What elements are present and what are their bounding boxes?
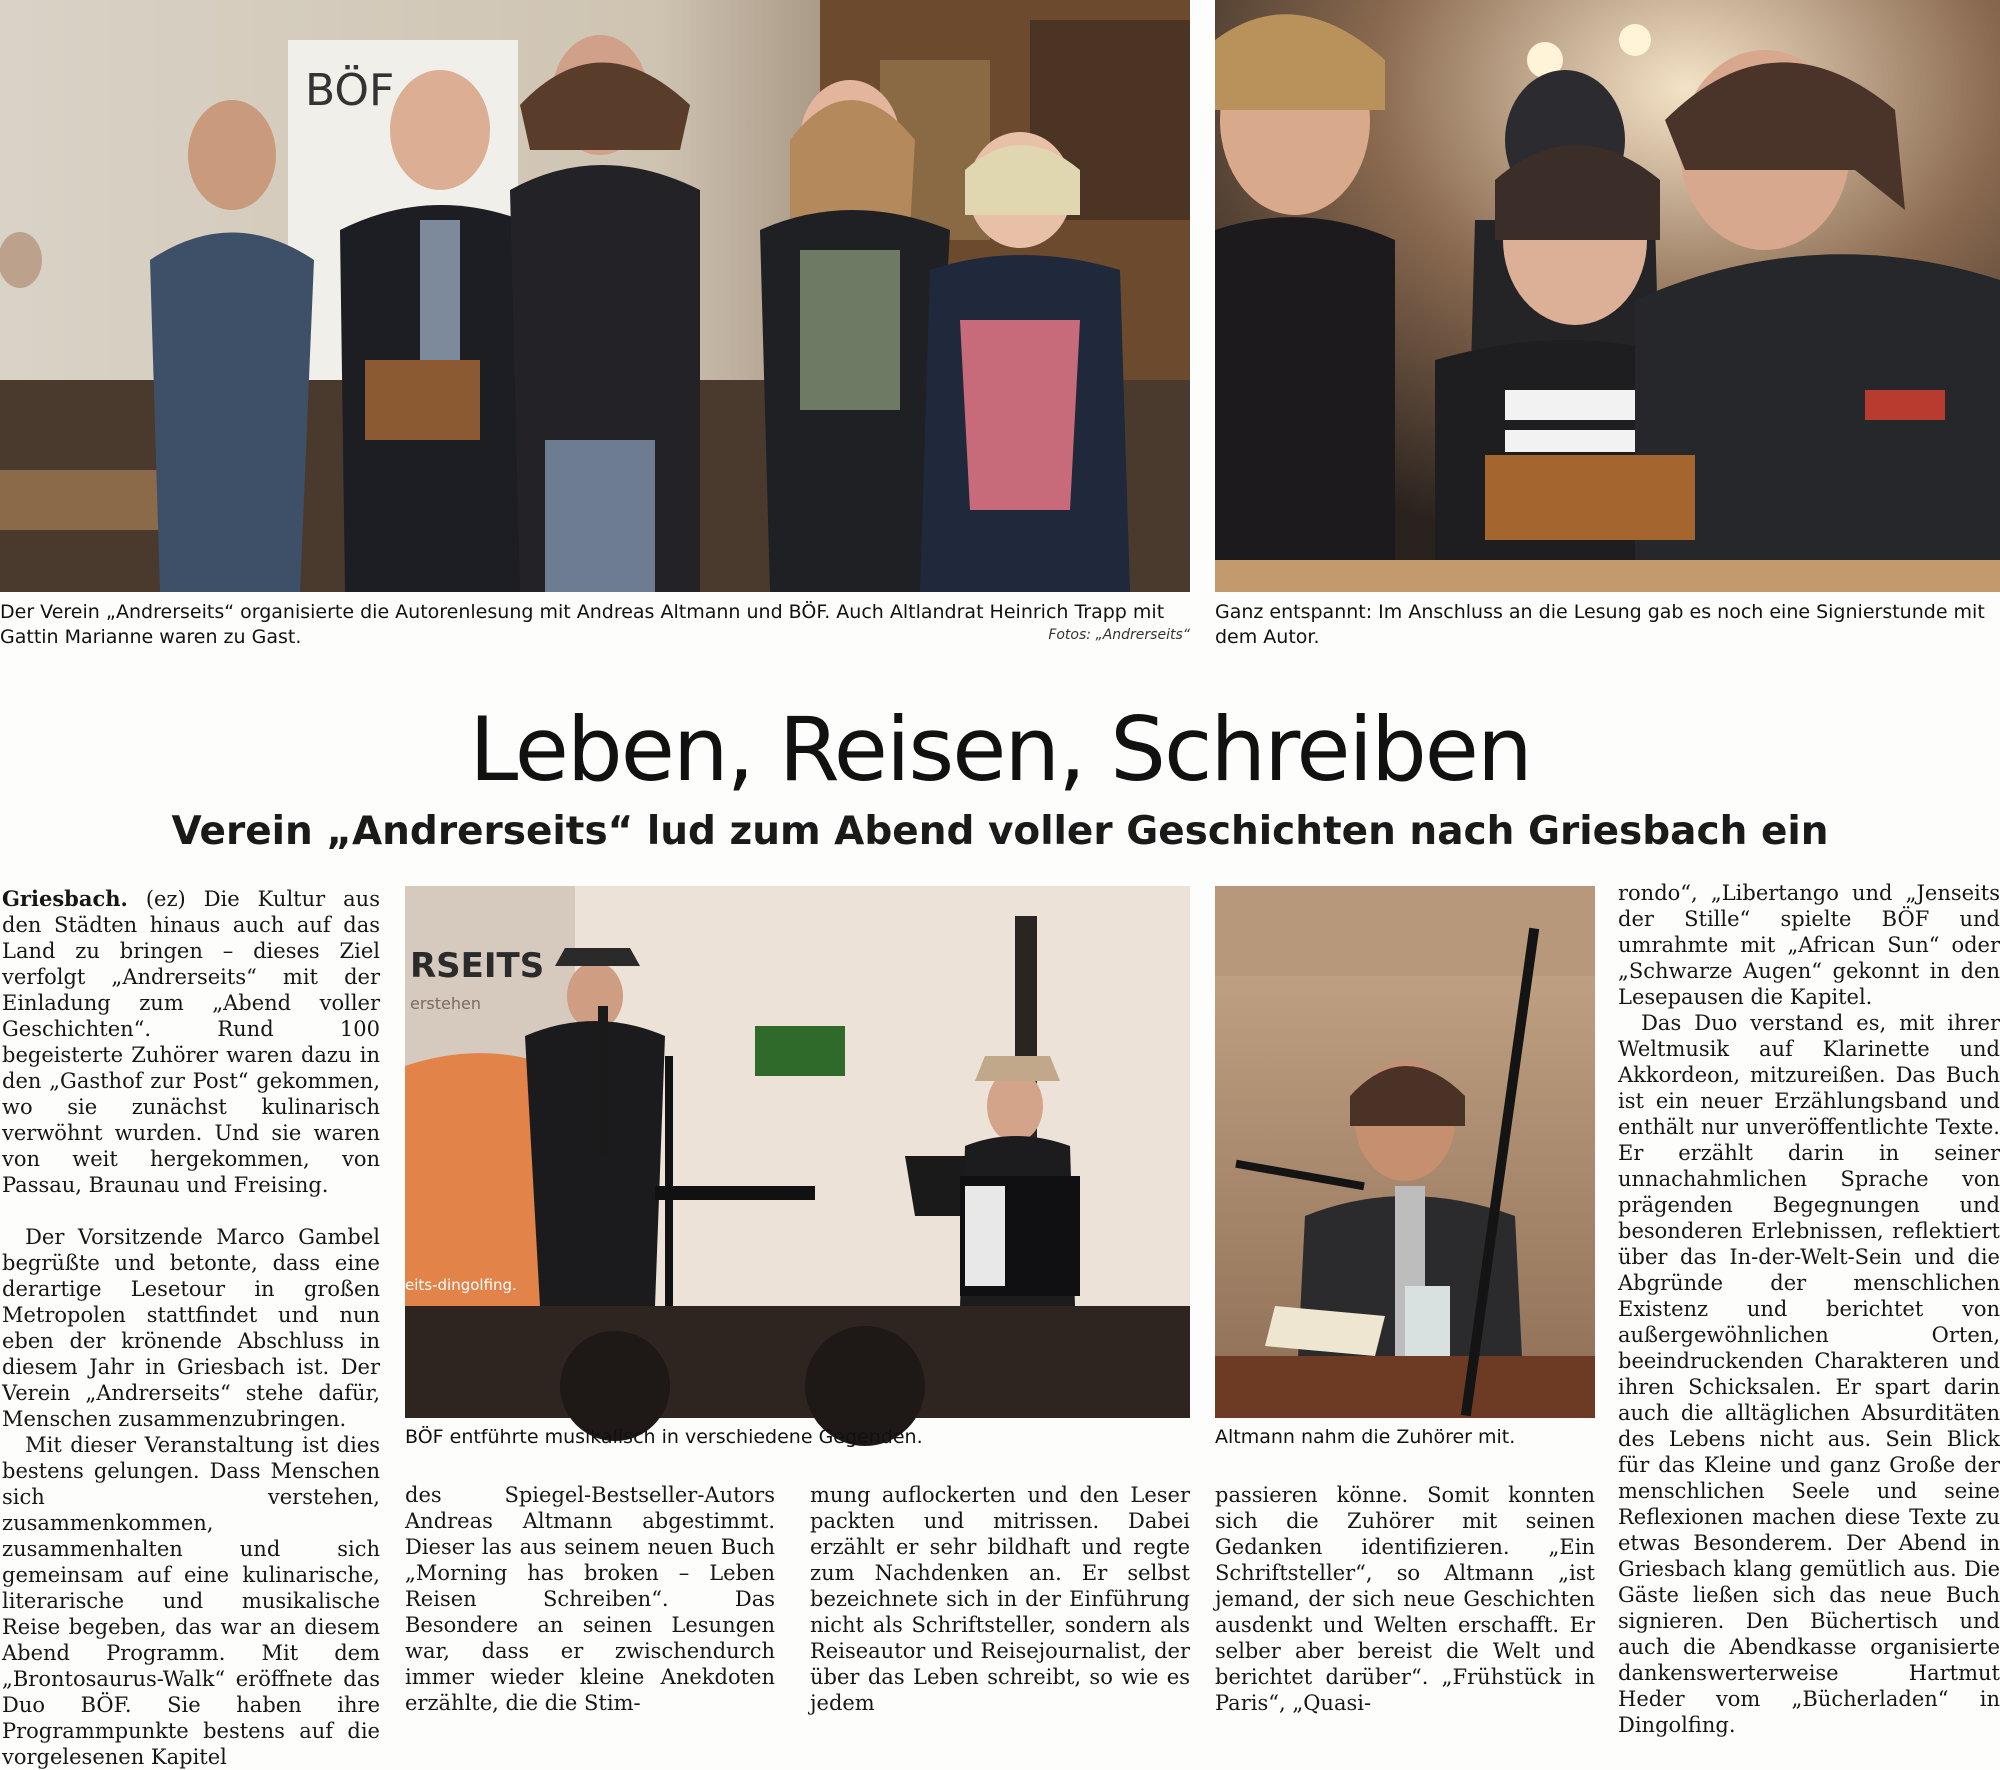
dateline: Griesbach. xyxy=(2,886,128,911)
subheadline: Verein „Andrerseits“ lud zum Abend voller Geschichten nach Griesbach ein xyxy=(171,809,1829,854)
photo-group xyxy=(0,0,1190,592)
article-column-5 xyxy=(1618,880,2000,1737)
photo-author-reading xyxy=(1215,886,1595,1418)
photo-signing xyxy=(1215,0,2000,592)
banner-url: eits-dingolfing. xyxy=(405,1276,517,1294)
banner-text: RSEITS xyxy=(410,946,545,986)
paragraph-3: Mit dieser Veranstaltung ist dies bestens gelungen. Dass Menschen sich verstehen, zusammenkommen, zusammenhalten und sich gemeinsam auf eine kulinarische, literarische und musikalische Reise begeben, das war an diesem Abend Programm. Mit dem „Brontosaurus-Walk“ eröffnete das Duo BÖF. Sie haben ihre Programmpunkte bestens auf die vorgelesenen Kapitel xyxy=(2,1433,380,1769)
photo-musicians xyxy=(405,886,1190,1418)
photo-author-caption: Altmann nahm die Zuhörer mit. xyxy=(1215,1426,1516,1448)
paragraph-col5-1: rondo“, „Libertango und „Jenseits der Stille“ spielte BÖF und umrahmte mit „African Sun“ oder „Schwarze Augen“ gekonnt in den Lesepausen die Kapitel. xyxy=(1618,881,2000,1009)
paragraph-2: Der Vorsitzende Marco Gambel begrüßte und betonte, dass eine derartige Lesetour in großen Metropolen stattfindet und nun eben der krönende Abschluss in diesem Jahr in Griesbach ist. Der Verein „Andrerseits“ stehe dafür, Menschen zusammenzubringen. xyxy=(2,1225,380,1431)
headline: Leben, Reisen, Schreiben xyxy=(469,698,1531,801)
paragraph-col4: passieren könne. Somit konnten sich die Zuhörer mit seinen Gedanken identifizieren. „Ein Schriftsteller“, so Altmann „ist jemand, der sich neue Geschichten ausdenkt und Welten erschafft. Er selber aber bereist die Welt und berichtet darüber“. „Frühstück in Paris“, „Quasi- xyxy=(1215,1483,1595,1715)
article-column-4 xyxy=(1215,1482,1595,1715)
paragraph-col3: mung auflockerten und den Leser packten und mitrissen. Dabei erzählt er sehr bildhaft und regte zum Nachdenken an. Er selbst bezeichnete sich in der Einführung nicht als Schriftsteller, sondern als Reiseautor und Reisejournalist, der über das Leben schreibt, so wie es jedem xyxy=(810,1483,1190,1715)
photo-credit: Fotos: „Andrerseits“ xyxy=(1048,627,1190,643)
photo-musicians-caption: BÖF entführte musikalisch in verschiedene Gegenden. xyxy=(405,1426,923,1448)
banner-subtext: erstehen xyxy=(410,994,481,1013)
banner-logo: BÖF xyxy=(305,65,395,116)
photo-signing-caption: Ganz entspannt: Im Anschluss an die Lesung gab es noch eine Signierstunde mit dem Autor. xyxy=(1215,601,1985,648)
paragraph-col2: des Spiegel-Bestseller-Autors Andreas Altmann abgestimmt. Dieser las aus seinem neuen Buch „Morning has broken – Leben Reisen Schreiben“. Das Besondere an seinen Lesungen war, dass er zwischendurch immer wieder kleine Anekdoten erzählte, die die Stim- xyxy=(405,1483,775,1715)
paragraph-col5-2: Das Duo verstand es, mit ihrer Weltmusik auf Klarinette und Akkordeon, mitzureißen. Das Buch ist ein neuer Erzählungsband und enthält nur unveröffentlichte Texte. Er erzählt darin in seiner unnachahmlichen Sprache von prägenden Begegnungen und besonderen Erlebnissen, reflektiert über das In-der-Welt-Sein und die Abgründe der menschlichen Existenz und berichtet von außergewöhnlichen Orten, beeindruckenden Charakteren und ihren Schicksalen. Er spart darin auch die alltäglichen Absurditäten des Lebens nicht aus. Sein Blick für das Kleine und ganz Große der menschlichen Seele und seine Reflexionen machen diese Texte zu etwas Besonderem. Der Abend in Griesbach klang gemütlich aus. Die Gäste ließen sich das neue Buch signieren. Den Büchertisch und auch die Abendkasse organisierte dankenswerterweise Hartmut Heder vom „Bücherladen“ in Dingolfing. xyxy=(1618,1011,2000,1737)
article-column-2 xyxy=(405,1482,775,1715)
photo-group-caption: Der Verein „Andrerseits“ organisierte die Autorenlesung mit Andreas Altmann und BÖF. Auch Altlandrat Heinrich Trapp mit Gattin Marianne waren zu Gast. xyxy=(0,601,1165,648)
article-column-3 xyxy=(810,1482,1190,1715)
paragraph-intro: (ez) Die Kultur aus den Städten hinaus auch auf das Land zu bringen – dieses Ziel verfolgt „Andrerseits“ mit der Einladung zum „Abend voller Geschichten“. Rund 100 begeisterte Zuhörer waren dazu in den „Gasthof zur Post“ gekommen, wo sie zunächst kulinarisch verwöhnt wurden. Und sie waren von weit hergekommen, von Passau, Braunau und Freising. xyxy=(2,887,380,1197)
article-column-1 xyxy=(2,886,380,1769)
